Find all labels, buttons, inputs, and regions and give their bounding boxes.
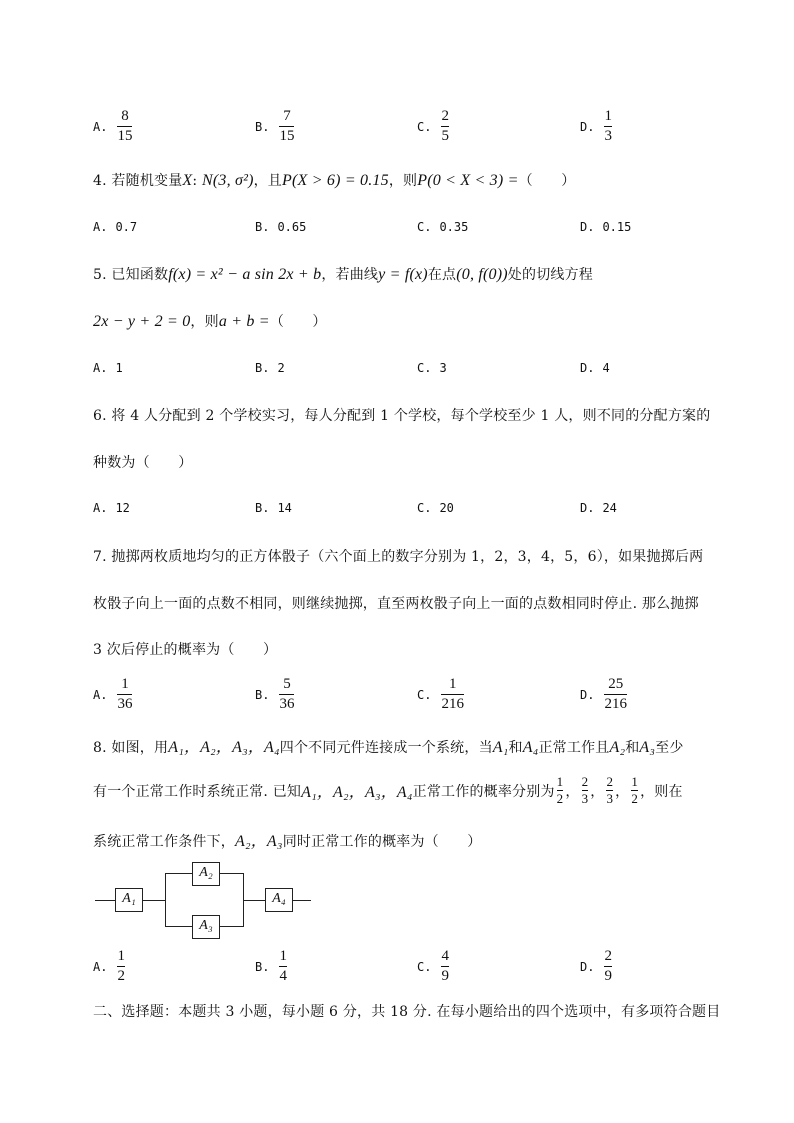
answer-blank: （ ） (269, 314, 327, 330)
denominator: 3 (606, 791, 614, 806)
wire (165, 873, 192, 874)
question-number: 4. (93, 173, 107, 189)
fraction (557, 775, 564, 806)
numerator: 1 (117, 948, 125, 964)
math-var: A₂ (609, 739, 626, 756)
q7-stem-line1: 7. 抛掷两枚质地均匀的正方体骰子（六个面上的数字分别为 1，2，3，4，5，6），如果抛掷后两 (93, 549, 704, 565)
stem-text: 同时正常工作的概率为（ ） (282, 834, 482, 850)
option-label: D. (580, 361, 595, 375)
q4-stem (93, 170, 575, 190)
fraction (604, 108, 612, 145)
option-value: 2 (277, 361, 285, 375)
option-label: D. (580, 119, 595, 134)
fraction (279, 676, 294, 713)
fraction (117, 948, 125, 985)
wire (165, 873, 166, 927)
stem-text: : (192, 173, 198, 189)
option-value: 24 (602, 501, 617, 515)
fraction (441, 948, 449, 985)
q5-stem-line1 (93, 264, 593, 284)
option-value: 0.7 (115, 220, 138, 234)
denominator: 9 (604, 968, 612, 984)
math-expr: y = f(x) (378, 266, 428, 283)
option-b[interactable] (255, 501, 292, 515)
option-label: A. (93, 220, 108, 234)
option-label: A. (93, 361, 108, 375)
denominator: 36 (117, 696, 133, 712)
wire (292, 900, 311, 901)
option-label: A. (93, 959, 108, 974)
stem-text: 在点 (427, 267, 457, 283)
q6-stem-line1: 6. 将 4 人分配到 2 个学校实习，每人分配到 1 个学校，每个学校至少 1 人，则不同的分配方案的 (93, 408, 711, 424)
stem-text: ，则在 (640, 783, 683, 800)
stem-text: 和 (508, 740, 523, 756)
option-a[interactable] (93, 220, 137, 234)
fraction (582, 775, 589, 806)
numerator: 1 (556, 774, 564, 789)
stem-text: ，则 (190, 314, 219, 330)
stem-text: 和 (625, 740, 640, 756)
option-value: 0.15 (602, 220, 632, 234)
separator: ， (615, 783, 630, 800)
stem-text: 系统正常工作条件下， (93, 834, 235, 850)
option-value: 12 (115, 501, 130, 515)
math-expr: a + b = (218, 313, 270, 330)
denominator: 216 (604, 696, 627, 712)
numerator: 1 (631, 774, 639, 789)
numerator: 4 (441, 948, 449, 964)
option-d[interactable] (580, 948, 612, 985)
math-expr: A₁，A₂，A₃，A₄ (301, 784, 413, 801)
option-label: D. (580, 959, 595, 974)
denominator: 3 (604, 128, 612, 144)
q8-stem-line3 (93, 828, 482, 851)
option-label: C. (417, 361, 432, 375)
option-label: A. (93, 687, 108, 702)
option-label: C. (417, 687, 432, 702)
stem-text: 处的切线方程 (507, 267, 593, 283)
option-a[interactable] (93, 948, 125, 985)
option-value: 14 (277, 501, 292, 515)
wire (243, 900, 265, 901)
q5-stem-line2 (93, 311, 327, 331)
wire (95, 900, 115, 901)
option-c[interactable] (417, 361, 447, 375)
option-label: D. (580, 687, 595, 702)
option-value: 20 (439, 501, 454, 515)
option-d[interactable] (580, 220, 631, 234)
wire (219, 926, 243, 927)
stem-text: 有一个正常工作时系统正常. 已知 (93, 783, 302, 800)
math-var: A₄ (522, 739, 539, 756)
fraction (441, 108, 449, 145)
fraction (631, 775, 638, 806)
stem-text: 8. 如图，用 (93, 740, 169, 756)
option-d[interactable] (580, 361, 610, 375)
stem-text: 四个不同元件连接成一个系统，当 (279, 740, 493, 756)
math-var: X (182, 172, 193, 189)
fraction (117, 108, 132, 145)
option-label: A. (93, 501, 108, 515)
component-a1: A₁ (115, 888, 143, 912)
option-label: B. (255, 959, 270, 974)
option-label: A. (93, 119, 108, 134)
stem-text: 正常工作的概率分别为 (412, 783, 555, 800)
math-var: A₁ (492, 739, 509, 756)
fraction (279, 108, 294, 145)
answer-blank: （ ） (518, 173, 576, 189)
numerator: 25 (608, 676, 624, 692)
math-expr: N(3, σ²) (201, 172, 254, 189)
denominator: 2 (117, 968, 125, 984)
wire (142, 900, 165, 901)
option-c[interactable] (417, 948, 449, 985)
numerator: 1 (604, 108, 612, 124)
numerator: 5 (283, 676, 291, 692)
math-expr: A₂，A₃ (235, 833, 283, 850)
numerator: 2 (606, 774, 614, 789)
component-a2: A₂ (192, 862, 220, 886)
separator: ， (590, 783, 605, 800)
denominator: 36 (279, 696, 295, 712)
option-label: B. (255, 220, 270, 234)
option-b[interactable] (255, 676, 294, 713)
denominator: 2 (631, 791, 639, 806)
option-label: B. (255, 361, 270, 375)
option-c[interactable] (417, 501, 454, 515)
option-label: B. (255, 687, 270, 702)
option-b[interactable] (255, 220, 306, 234)
fraction (117, 676, 132, 713)
option-label: C. (417, 959, 432, 974)
stem-text: 正常工作且 (538, 740, 610, 756)
numerator: 7 (283, 108, 291, 124)
math-expr: f(x) = x² − a sin 2x + b (168, 266, 322, 283)
numerator: 1 (448, 676, 457, 692)
option-a[interactable] (93, 361, 123, 375)
stem-text: 至少 (655, 740, 684, 756)
q7-stem-line3: 3 次后停止的概率为（ ） (93, 642, 278, 658)
denominator: 216 (441, 696, 464, 712)
q7-stem-line2: 枚骰子向上一面的点数不相同，则继续抛掷，直至两枚骰子向上一面的点数相同时停止. 那么抛掷 (93, 596, 699, 612)
option-value: 4 (602, 361, 610, 375)
option-a[interactable] (93, 676, 132, 713)
option-c[interactable] (417, 220, 468, 234)
option-c[interactable] (417, 676, 464, 713)
option-d[interactable] (580, 501, 617, 515)
option-label: B. (255, 501, 270, 515)
stem-text: 已知函数 (111, 267, 169, 283)
option-a[interactable] (93, 108, 132, 145)
denominator: 2 (556, 791, 564, 806)
denominator: 4 (279, 968, 287, 984)
option-label: B. (255, 119, 270, 134)
option-value: 3 (439, 361, 447, 375)
denominator: 9 (441, 968, 449, 984)
math-expr: P(0 < X < 3) = (417, 172, 519, 189)
option-value: 1 (115, 361, 123, 375)
option-b[interactable] (255, 948, 287, 985)
wire (165, 926, 192, 927)
option-d[interactable] (580, 676, 627, 713)
math-var: A₃ (639, 739, 656, 756)
option-b[interactable] (255, 361, 285, 375)
component-a4: A₄ (265, 888, 293, 912)
option-label: C. (417, 501, 432, 515)
option-d[interactable] (580, 108, 612, 145)
fraction (606, 775, 613, 806)
math-expr: P(X > 6) = 0.15 (282, 172, 389, 189)
option-label: D. (580, 501, 595, 515)
q8-stem-line1 (93, 734, 684, 757)
option-b[interactable] (255, 108, 294, 145)
option-a[interactable] (93, 501, 130, 515)
fraction (604, 676, 627, 713)
numerator: 2 (441, 108, 449, 124)
question-number: 5. (93, 267, 107, 283)
denominator: 5 (441, 128, 449, 144)
stem-text: 若随机变量 (111, 173, 183, 189)
q6-stem-line2: 种数为（ ） (93, 455, 193, 471)
denominator: 15 (117, 128, 133, 144)
option-label: C. (417, 119, 432, 134)
section-2-heading: 二、选择题：本题共 3 小题，每小题 6 分，共 18 分. 在每小题给出的四个选项中，有多项符合题目 (93, 1004, 721, 1020)
stem-text: ，且 (253, 173, 283, 189)
option-value: 0.65 (277, 220, 307, 234)
fraction (441, 676, 464, 713)
option-c[interactable] (417, 108, 449, 145)
option-value: 0.35 (439, 220, 469, 234)
stem-text: ，若曲线 (321, 267, 379, 283)
math-expr: A₁，A₂，A₃，A₄ (168, 739, 280, 756)
separator: ， (565, 783, 580, 800)
component-a3: A₃ (192, 915, 220, 939)
option-label: D. (580, 220, 595, 234)
math-expr: 2x − y + 2 = 0 (93, 313, 191, 330)
q8-stem-line2 (93, 775, 683, 806)
option-label: C. (417, 220, 432, 234)
denominator: 15 (279, 128, 295, 144)
fraction (279, 948, 287, 985)
numerator: 8 (121, 108, 129, 124)
wire (219, 873, 243, 874)
numerator: 1 (121, 676, 129, 692)
math-expr: (0, f(0)) (456, 266, 508, 283)
numerator: 2 (581, 774, 589, 789)
stem-text: ，则 (388, 173, 418, 189)
numerator: 2 (604, 948, 612, 964)
denominator: 3 (581, 791, 589, 806)
numerator: 1 (279, 948, 287, 964)
fraction (604, 948, 612, 985)
